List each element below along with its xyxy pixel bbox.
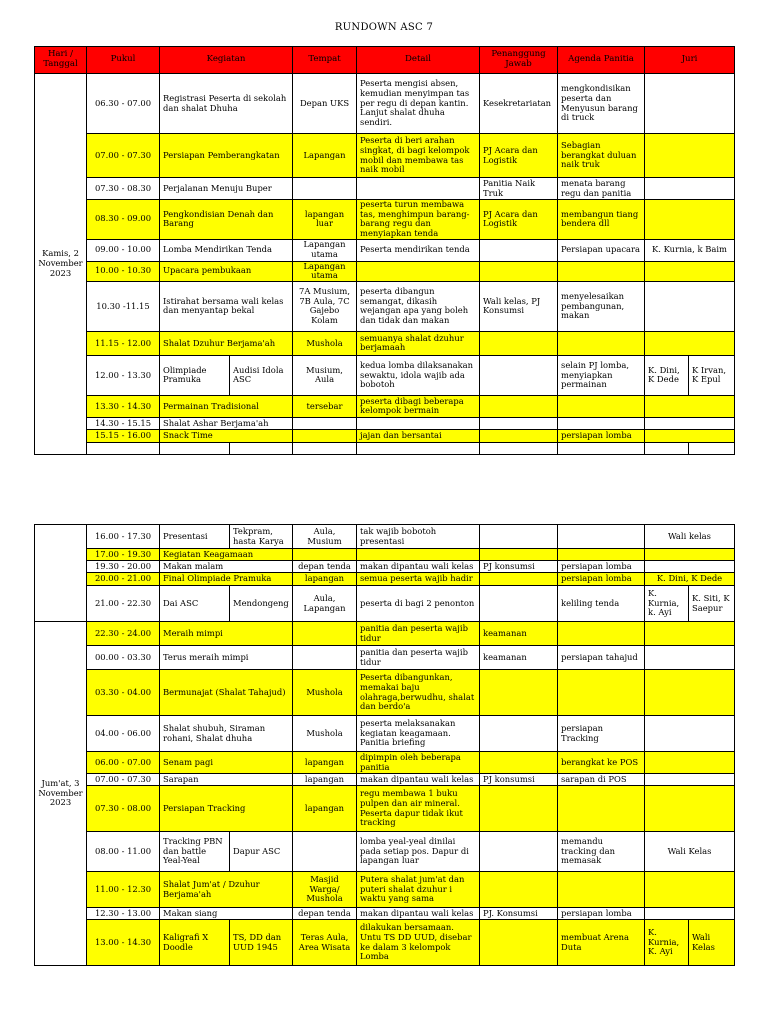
- pj-cell: PJ Acara dan Logistik: [480, 134, 558, 178]
- time-cell: 13.00 - 14.30: [87, 920, 160, 966]
- juri-cell-secondary: K Irvan, K Epul: [689, 355, 735, 395]
- activity-cell: Lomba Mendirikan Tenda: [160, 239, 293, 261]
- detail-cell: panitia dan peserta wajib tidur: [357, 622, 480, 646]
- juri-cell: [645, 261, 735, 281]
- agenda-cell: persiapan tahajud: [558, 646, 645, 670]
- time-cell: 10.30 -11.15: [87, 281, 160, 331]
- activity-cell: Perjalanan Menuju Buper: [160, 178, 293, 200]
- activity-cell-secondary: Audisi Idola ASC: [230, 355, 293, 395]
- activity-cell: Pengkondisian Denah dan Barang: [160, 200, 293, 240]
- place-cell: Lapangan utama: [293, 261, 357, 281]
- agenda-cell: mengkondisikan peserta dan Menyusun barang di truck: [558, 74, 645, 134]
- activity-cell: Registrasi Peserta di sekolah dan shalat Dhuha: [160, 74, 293, 134]
- detail-cell: Peserta di beri arahan singkat, di bagi kelompok mobil dan membawa tas naik mobil: [357, 134, 480, 178]
- rundown-table-day2: [34, 524, 735, 966]
- table-row: [35, 134, 735, 178]
- juri-cell: [645, 622, 735, 646]
- empty-cell: [645, 442, 689, 454]
- agenda-cell: sarapan di POS: [558, 774, 645, 786]
- agenda-cell: [558, 549, 645, 561]
- table-row: [35, 786, 735, 832]
- agenda-cell: [558, 622, 645, 646]
- place-cell: [293, 429, 357, 442]
- detail-cell: Peserta mengisi absen, kemudian menyimpan tas per regu di depan kantin. Lanjut shalat dhuha sendiri.: [357, 74, 480, 134]
- table-row: [35, 525, 735, 549]
- day-date: Kamis, 2 November 2023: [35, 74, 87, 455]
- detail-cell: semua peserta wajib hadir: [357, 573, 480, 586]
- place-cell: Aula, Musium: [293, 525, 357, 549]
- pj-cell: [480, 752, 558, 774]
- juri-cell: Wali Kelas: [645, 832, 735, 872]
- activity-cell: Kaligrafi X Doodle: [160, 920, 230, 966]
- header-tempat: Tempat: [293, 47, 357, 74]
- place-cell: Depan UKS: [293, 74, 357, 134]
- detail-cell: dipimpin oleh beberapa panitia: [357, 752, 480, 774]
- pj-cell: [480, 586, 558, 622]
- agenda-cell: persiapan lomba: [558, 561, 645, 573]
- juri-cell: [645, 429, 735, 442]
- place-cell: lapangan luar: [293, 200, 357, 240]
- table-row: [35, 832, 735, 872]
- detail-cell: [357, 261, 480, 281]
- header-hari: Hari / Tanggal: [35, 47, 87, 74]
- place-cell: [293, 646, 357, 670]
- detail-cell: Putera shalat jum'at dan puteri shalat dzuhur i waktu yang sama: [357, 872, 480, 908]
- time-cell: 16.00 - 17.30: [87, 525, 160, 549]
- pj-cell: [480, 525, 558, 549]
- place-cell: Teras Aula, Area Wisata: [293, 920, 357, 966]
- activity-cell: Shalat shubuh, Siraman rohani, Shalat dhuha: [160, 716, 293, 752]
- juri-cell: [645, 417, 735, 429]
- place-cell: Masjid Warga/ Mushola: [293, 872, 357, 908]
- table-row: [35, 417, 735, 429]
- pj-cell: [480, 832, 558, 872]
- place-cell: Aula, Lapangan: [293, 586, 357, 622]
- header-detail: Detail: [357, 47, 480, 74]
- juri-cell: [645, 872, 735, 908]
- activity-cell-secondary: Mendongeng: [230, 586, 293, 622]
- place-cell: lapangan: [293, 786, 357, 832]
- empty-cell: [357, 442, 480, 454]
- juri-cell: [645, 774, 735, 786]
- place-cell: [293, 178, 357, 200]
- pj-cell: [480, 716, 558, 752]
- table-row: [35, 561, 735, 573]
- time-cell: 12.30 - 13.00: [87, 908, 160, 920]
- activity-cell: Dai ASC: [160, 586, 230, 622]
- time-cell: 07.00 - 07.30: [87, 774, 160, 786]
- agenda-cell: keliling tenda: [558, 586, 645, 622]
- detail-cell: [357, 417, 480, 429]
- juri-cell: [645, 331, 735, 355]
- place-cell: Mushola: [293, 670, 357, 716]
- activity-cell: Permainan Tradisional: [160, 395, 293, 417]
- activity-cell: Snack Time: [160, 429, 293, 442]
- detail-cell: [357, 549, 480, 561]
- agenda-cell: [558, 786, 645, 832]
- header-kegiatan: Kegiatan: [160, 47, 293, 74]
- table-row: [35, 774, 735, 786]
- juri-cell: K. Kurnia, k Baim: [645, 239, 735, 261]
- activity-cell: Final Olimpiade Pramuka: [160, 573, 293, 586]
- table-row: [35, 395, 735, 417]
- detail-cell: peserta turun membawa tas, menghimpun barang-barang regu dan menyiapkan tenda: [357, 200, 480, 240]
- juri-cell: [645, 646, 735, 670]
- rundown-table-day1: [34, 46, 735, 455]
- detail-cell: panitia dan peserta wajib tidur: [357, 646, 480, 670]
- agenda-cell: selain PJ lomba, menyiapkan permainan: [558, 355, 645, 395]
- time-cell: 17.00 - 19.30: [87, 549, 160, 561]
- juri-cell: K. Dini, K Dede: [645, 573, 735, 586]
- place-cell: [293, 622, 357, 646]
- activity-cell: Makan siang: [160, 908, 293, 920]
- table-row: [35, 586, 735, 622]
- juri-cell-secondary: K. Siti, K Saepur: [689, 586, 735, 622]
- activity-cell: Bermunajat (Shalat Tahajud): [160, 670, 293, 716]
- detail-cell: dilakukan bersamaan. Untu TS DD UUD, disebar ke dalam 3 kelompok Lomba: [357, 920, 480, 966]
- activity-cell-secondary: TS, DD dan UUD 1945: [230, 920, 293, 966]
- juri-cell: [645, 786, 735, 832]
- agenda-cell: Sebagian berangkat duluan naik truk: [558, 134, 645, 178]
- pj-cell: PJ Acara dan Logistik: [480, 200, 558, 240]
- place-cell: lapangan: [293, 752, 357, 774]
- time-cell: 12.00 - 13.30: [87, 355, 160, 395]
- day-date: Jum'at, 3 November 2023: [35, 622, 87, 966]
- juri-cell: [645, 752, 735, 774]
- table-row: [35, 200, 735, 240]
- time-cell: 08.00 - 11.00: [87, 832, 160, 872]
- empty-cell: [160, 442, 230, 454]
- table-row: [35, 872, 735, 908]
- table-row: [35, 261, 735, 281]
- activity-cell-secondary: Dapur ASC: [230, 832, 293, 872]
- detail-cell: peserta di bagi 2 penonton: [357, 586, 480, 622]
- place-cell: depan tenda: [293, 561, 357, 573]
- place-cell: tersebar: [293, 395, 357, 417]
- agenda-cell: [558, 331, 645, 355]
- time-cell: 08.30 - 09.00: [87, 200, 160, 240]
- detail-cell: peserta dibagi beberapa kelompok bermain: [357, 395, 480, 417]
- detail-cell: Peserta dibangunkan, memakai baju olahraga,berwudhu, shalat dan berdo'a: [357, 670, 480, 716]
- time-cell: 07.30 - 08.00: [87, 786, 160, 832]
- time-cell: 00.00 - 03.30: [87, 646, 160, 670]
- pj-cell: [480, 331, 558, 355]
- time-cell: 07.00 - 07.30: [87, 134, 160, 178]
- agenda-cell: menata barang regu dan panitia: [558, 178, 645, 200]
- detail-cell: Peserta mendirikan tenda: [357, 239, 480, 261]
- activity-cell: Shalat Dzuhur Berjama'ah: [160, 331, 293, 355]
- juri-cell: [645, 134, 735, 178]
- table-row: [35, 549, 735, 561]
- empty-cell: [689, 442, 735, 454]
- pj-cell: [480, 786, 558, 832]
- juri-cell: [645, 670, 735, 716]
- activity-cell: Kegiatan Keagamaan: [160, 549, 293, 561]
- time-cell: 11.15 - 12.00: [87, 331, 160, 355]
- juri-cell: [645, 549, 735, 561]
- table-row: [35, 752, 735, 774]
- juri-cell: [645, 74, 735, 134]
- agenda-cell: berangkat ke POS: [558, 752, 645, 774]
- place-cell: 7A Musium, 7B Aula, 7C Gajebo Kolam: [293, 281, 357, 331]
- agenda-cell: memandu tracking dan memasak: [558, 832, 645, 872]
- pj-cell: [480, 395, 558, 417]
- place-cell: Lapangan: [293, 134, 357, 178]
- empty-cell: [230, 442, 293, 454]
- empty-cell: [558, 442, 645, 454]
- agenda-cell: menyelesaikan pembangunan, makan: [558, 281, 645, 331]
- pj-cell: PJ konsumsi: [480, 774, 558, 786]
- table-row: [35, 429, 735, 442]
- day-date-empty: [35, 525, 87, 622]
- activity-cell: Olimpiade Pramuka: [160, 355, 230, 395]
- place-cell: [293, 832, 357, 872]
- pj-cell: [480, 355, 558, 395]
- agenda-cell: [558, 872, 645, 908]
- time-cell: 13.30 - 14.30: [87, 395, 160, 417]
- agenda-cell: membangun tiang bendera dll: [558, 200, 645, 240]
- agenda-cell: [558, 261, 645, 281]
- juri-cell: K. Kurnia, K. Ayi: [645, 920, 689, 966]
- table-row: [35, 670, 735, 716]
- detail-cell: peserta dibangun semangat, dikasih wejangan apa yang boleh dan tidak dan makan: [357, 281, 480, 331]
- agenda-cell: persiapan lomba: [558, 429, 645, 442]
- detail-cell: peserta melaksanakan kegiatan keagamaan. Panitia briefing: [357, 716, 480, 752]
- time-cell: 11.00 - 12.30: [87, 872, 160, 908]
- header-pj: Penanggung Jawab: [480, 47, 558, 74]
- detail-cell: regu membawa 1 buku pulpen dan air mineral. Peserta dapur tidak ikut tracking: [357, 786, 480, 832]
- juri-cell: Wali kelas: [645, 525, 735, 549]
- pj-cell: keamanan: [480, 646, 558, 670]
- activity-cell: Persiapan Pemberangkatan: [160, 134, 293, 178]
- place-cell: lapangan: [293, 774, 357, 786]
- pj-cell: [480, 261, 558, 281]
- empty-cell: [480, 442, 558, 454]
- table-row: [35, 646, 735, 670]
- juri-cell-secondary: Wali Kelas: [689, 920, 735, 966]
- pj-cell: [480, 920, 558, 966]
- empty-cell: [293, 442, 357, 454]
- pj-cell: Panitia Naik Truk: [480, 178, 558, 200]
- table-row: [35, 239, 735, 261]
- table-row: [35, 716, 735, 752]
- activity-cell: Terus meraih mimpi: [160, 646, 293, 670]
- agenda-cell: [558, 525, 645, 549]
- activity-cell: Makan malam: [160, 561, 293, 573]
- agenda-cell: persiapan lomba: [558, 573, 645, 586]
- time-cell: 19.30 - 20.00: [87, 561, 160, 573]
- time-cell: 04.00 - 06.00: [87, 716, 160, 752]
- pj-cell: Kesekretariatan: [480, 74, 558, 134]
- activity-cell: Presentasi: [160, 525, 230, 549]
- table-row: [35, 908, 735, 920]
- empty-cell: [87, 442, 160, 454]
- juri-cell: [645, 178, 735, 200]
- header-pukul: Pukul: [87, 47, 160, 74]
- time-cell: 14.30 - 15.15: [87, 417, 160, 429]
- activity-cell: Shalat Jum'at / Dzuhur Berjama'ah: [160, 872, 293, 908]
- pj-cell: PJ. Konsumsi: [480, 908, 558, 920]
- agenda-cell: membuat Arena Duta: [558, 920, 645, 966]
- pj-cell: [480, 573, 558, 586]
- pj-cell: Wali kelas, PJ Konsumsi: [480, 281, 558, 331]
- activity-cell: Shalat Ashar Berjama'ah: [160, 417, 293, 429]
- pj-cell: keamanan: [480, 622, 558, 646]
- activity-cell-secondary: Tekpram, hasta Karya: [230, 525, 293, 549]
- place-cell: Lapangan utama: [293, 239, 357, 261]
- pj-cell: [480, 872, 558, 908]
- juri-cell: K. Dini, K Dede: [645, 355, 689, 395]
- activity-cell: Sarapan: [160, 774, 293, 786]
- agenda-cell: Persiapan upacara: [558, 239, 645, 261]
- table-row: [35, 355, 735, 395]
- detail-cell: makan dipantau wali kelas: [357, 774, 480, 786]
- activity-cell: Istirahat bersama wali kelas dan menyantap bekal: [160, 281, 293, 331]
- time-cell: 09.00 - 10.00: [87, 239, 160, 261]
- pj-cell: [480, 670, 558, 716]
- table-row: [35, 331, 735, 355]
- detail-cell: makan dipantau wali kelas: [357, 561, 480, 573]
- place-cell: Mushola: [293, 331, 357, 355]
- time-cell: 22.30 - 24.00: [87, 622, 160, 646]
- pj-cell: [480, 239, 558, 261]
- detail-cell: [357, 178, 480, 200]
- header-juri: Juri: [645, 47, 735, 74]
- detail-cell: lomba yeal-yeal dinilai pada setiap pos. Dapur di lapangan luar: [357, 832, 480, 872]
- juri-cell: [645, 561, 735, 573]
- table-row: [35, 178, 735, 200]
- agenda-cell: persiapan Tracking: [558, 716, 645, 752]
- activity-cell: Persiapan Tracking: [160, 786, 293, 832]
- table-row: [35, 573, 735, 586]
- time-cell: 06.00 - 07.00: [87, 752, 160, 774]
- place-cell: [293, 549, 357, 561]
- agenda-cell: [558, 417, 645, 429]
- time-cell: 06.30 - 07.00: [87, 74, 160, 134]
- header-agenda: Agenda Panitia: [558, 47, 645, 74]
- activity-cell: Upacara pembukaan: [160, 261, 293, 281]
- place-cell: depan tenda: [293, 908, 357, 920]
- place-cell: Musium, Aula: [293, 355, 357, 395]
- time-cell: 07.30 - 08.30: [87, 178, 160, 200]
- detail-cell: kedua lomba dilaksanakan sewaktu, idola wajib ada bobotoh: [357, 355, 480, 395]
- juri-cell: [645, 200, 735, 240]
- pj-cell: [480, 429, 558, 442]
- table-row: [35, 622, 735, 646]
- time-cell: 03.30 - 04.00: [87, 670, 160, 716]
- agenda-cell: [558, 395, 645, 417]
- detail-cell: jajan dan bersantai: [357, 429, 480, 442]
- time-cell: 10.00 - 10.30: [87, 261, 160, 281]
- detail-cell: semuanya shalat dzuhur berjamaah: [357, 331, 480, 355]
- time-cell: 15.15 - 16.00: [87, 429, 160, 442]
- pj-cell: PJ konsumsi: [480, 561, 558, 573]
- detail-cell: tak wajib bobotoh presentasi: [357, 525, 480, 549]
- agenda-cell: [558, 670, 645, 716]
- detail-cell: makan dipantau wali kelas: [357, 908, 480, 920]
- activity-cell: Meraih mimpi: [160, 622, 293, 646]
- place-cell: [293, 417, 357, 429]
- table-row: [35, 74, 735, 134]
- juri-cell: [645, 395, 735, 417]
- document-title: RUNDOWN ASC 7: [334, 22, 434, 33]
- activity-cell: Tracking PBN dan battle Yeal-Yeal: [160, 832, 230, 872]
- place-cell: lapangan: [293, 573, 357, 586]
- table-row: [35, 920, 735, 966]
- place-cell: Mushola: [293, 716, 357, 752]
- juri-cell: [645, 716, 735, 752]
- juri-cell: K. Kurnia, k. Ayi: [645, 586, 689, 622]
- juri-cell: [645, 281, 735, 331]
- time-cell: 21.00 - 22.30: [87, 586, 160, 622]
- pj-cell: [480, 549, 558, 561]
- pj-cell: [480, 417, 558, 429]
- table-row-empty: [35, 442, 735, 454]
- activity-cell: Senam pagi: [160, 752, 293, 774]
- juri-cell: [645, 908, 735, 920]
- table-row: [35, 281, 735, 331]
- time-cell: 20.00 - 21.00: [87, 573, 160, 586]
- agenda-cell: persiapan lomba: [558, 908, 645, 920]
